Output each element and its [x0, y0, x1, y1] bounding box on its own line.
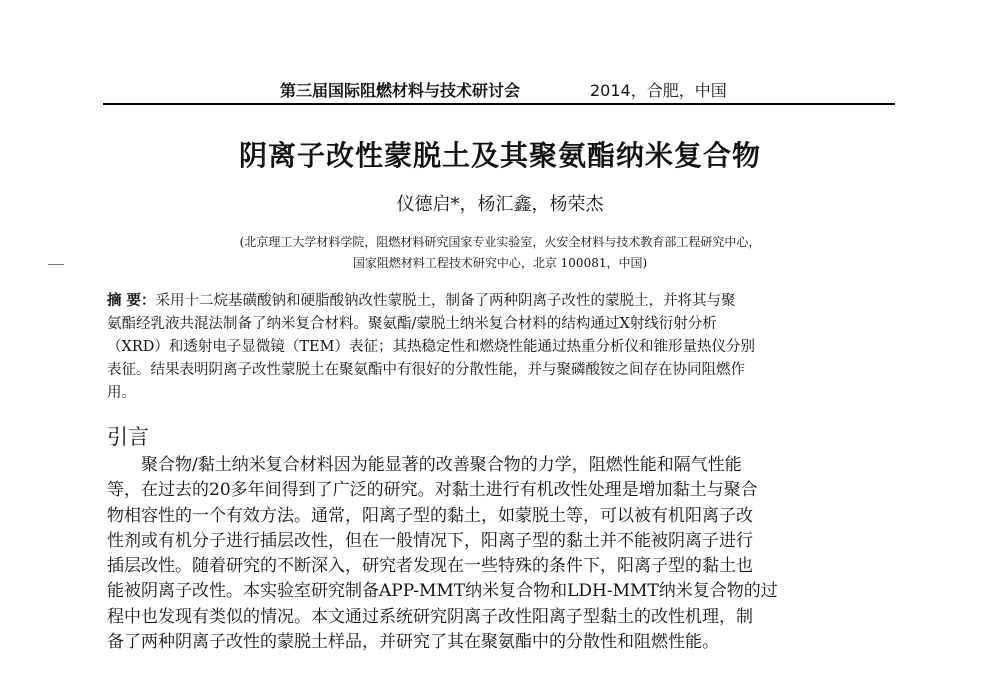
abstract-line: （XRD）和透射电子显微镜（TEM）表征；其热稳定性和燃烧性能通过热重分析仪和锥形量热仪分别	[107, 339, 755, 355]
abstract	[107, 290, 894, 405]
margin-mark	[48, 264, 64, 265]
introduction-body	[107, 453, 894, 655]
conference-name: 第三届国际阻燃材料与技术研讨会	[280, 81, 521, 100]
body-line: 备了两种阴离子改性的蒙脱土样品，并研究了其在聚氨酯中的分散性和阻燃性能。	[107, 632, 719, 653]
body-line: 聚合物/黏土纳米复合材料因为能显著的改善聚合物的力学，阻燃性能和隔气性能	[141, 455, 742, 475]
abstract-line: 氨酯经乳液共混法制备了纳米复合材料。聚氨酯/蒙脱土纳米复合材料的结构通过X射线衍射分析	[107, 316, 717, 332]
conference-date-place: 2014，合肥，中国	[590, 81, 727, 100]
body-line: 能被阴离子改性。本实验室研究制备APP-MMT纳米复合物和LDH-MMT纳米复合物的过	[107, 581, 778, 602]
paper-title: 阴离子改性蒙脱土及其聚氨酯纳米复合物	[238, 139, 761, 172]
abstract-line	[107, 290, 894, 313]
affiliation-line-2: 国家阻燃材料工程技术研究中心，北京 100081，中国)	[352, 256, 648, 270]
abstract-line: 表征。结果表明阴离子改性蒙脱土在聚氨酯中有很好的分散性能，并与聚磷酸铵之间存在协同阻燃作	[107, 362, 745, 378]
header-rule	[103, 103, 895, 105]
section-heading-introduction: 引言	[107, 425, 149, 449]
running-header	[120, 78, 900, 102]
body-line: 等，在过去的20多年间得到了广泛的研究。对黏土进行有机改性处理是增加黏土与聚合	[107, 480, 758, 501]
affiliation-line-1: (北京理工大学材料学院，阻燃材料研究国家专业实验室，火安全材料与技术教育部工程研究中心，	[239, 235, 761, 249]
author-list: 仪德启*，杨汇鑫，杨荣杰	[396, 194, 604, 215]
body-line: 插层改性。随着研究的不断深入，研究者发现在一些特殊的条件下，阳离子型的黏土也	[107, 556, 753, 577]
body-line: 性剂或有机分子进行插层改性，但在一般情况下，阳离子型的黏土并不能被阴离子进行	[107, 530, 753, 551]
abstract-label: 摘 要：	[107, 293, 156, 309]
body-line: 程中也发现有类似的情况。本文通过系统研究阴离子改性阳离子型黏土的改性机理，制	[107, 606, 753, 627]
body-line: 物相容性的一个有效方法。通常，阳离子型的黏土，如蒙脱土等，可以被有机阳离子改	[107, 505, 753, 526]
abstract-line: 用。	[107, 385, 136, 401]
abstract-text: 采用十二烷基磺酸钠和硬脂酸钠改性蒙脱土，制备了两种阴离子改性的蒙脱土，并将其与聚	[155, 293, 736, 309]
